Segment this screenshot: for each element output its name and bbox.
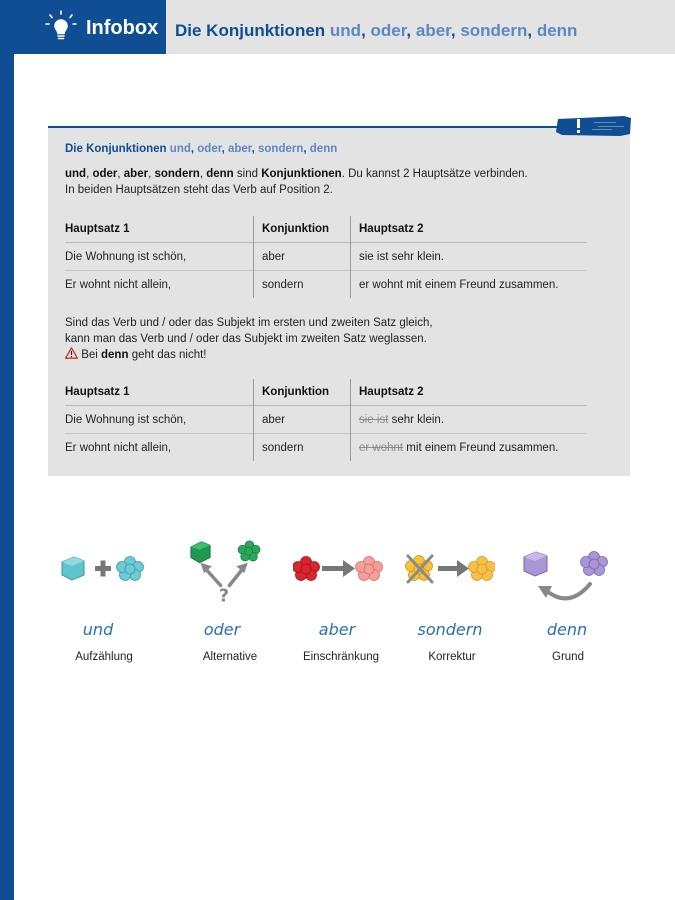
legend-word-sondern: sondern <box>417 620 483 639</box>
p-rest: sind <box>233 168 262 180</box>
warning-pre: Bei <box>78 349 102 361</box>
p-denn: denn <box>206 168 234 180</box>
ellipsis-paragraph <box>65 315 433 363</box>
title-conj-aber: aber <box>415 21 451 40</box>
cell-rest: mit einem Freund zusammen. <box>403 441 559 454</box>
exclamation-flag-icon <box>554 113 632 139</box>
ellipsis-line-2: kann man das Verb und / oder das Subjekt im zweiten Satz weglassen. <box>65 333 427 345</box>
legend-caption-grund: Grund <box>552 651 584 663</box>
title-sep: , <box>450 21 461 40</box>
box-sep: , <box>221 143 228 155</box>
table-header-row <box>65 216 587 243</box>
table-cell: er wohnt mit einem Freund zusammen. <box>351 271 588 299</box>
p-sep: , <box>117 168 124 180</box>
legend-caption-korrektur: Korrektur <box>428 651 476 663</box>
warning-bold: denn <box>101 349 129 361</box>
p-sep: , <box>199 168 207 180</box>
table-header: Hauptsatz 1 <box>65 386 130 398</box>
box-heading <box>65 143 337 155</box>
legend-caption-aufzaehlung: Aufzählung <box>75 651 133 663</box>
table-header: Konjunktion <box>254 379 351 406</box>
p-oder: oder <box>92 168 118 180</box>
box-sep: , <box>190 143 198 155</box>
lightbulb-icon <box>44 10 78 44</box>
legend-caption-alternative: Alternative <box>202 651 258 663</box>
crossed-flower-arrow-flower-icon <box>405 540 495 610</box>
box-conj-denn: denn <box>309 143 338 155</box>
svg-text:?: ? <box>218 586 230 607</box>
info-box-rule <box>48 126 568 128</box>
table-cell: sondern <box>254 434 351 462</box>
p-und: und <box>65 168 87 180</box>
title-conj-sondern: sondern <box>460 21 528 40</box>
table-cell: sondern <box>254 271 351 299</box>
cell-rest: sehr klein. <box>388 413 445 426</box>
table-cell: Er wohnt nicht allein, <box>65 271 254 299</box>
table-cell: Die Wohnung ist schön, <box>65 406 254 434</box>
flower-arrow-flower-icon <box>293 540 383 610</box>
box-conj-und: und <box>169 143 191 155</box>
cube-or-flower-icon <box>180 540 270 610</box>
box-conj-oder: oder <box>197 143 222 155</box>
intro-line-2: In beiden Hauptsätzen steht das Verb auf Position 2. <box>65 184 333 196</box>
box-sep: , <box>303 143 310 155</box>
table-cell <box>351 406 588 434</box>
struck-text: er wohnt <box>359 441 404 454</box>
table-cell: Er wohnt nicht allein, <box>65 434 254 462</box>
p-bold-konjunktionen: Konjunktionen <box>261 168 342 180</box>
table-cell: aber <box>254 243 351 271</box>
ellipsis-line-1: Sind das Verb und / oder das Subjekt im ersten und zweiten Satz gleich, <box>65 317 433 329</box>
legend-caption-einschraenkung: Einschränkung <box>302 651 380 663</box>
table-row <box>65 271 587 299</box>
warning-icon <box>65 347 78 359</box>
box-conj-aber: aber <box>227 143 252 155</box>
intro-line-1 <box>65 166 528 182</box>
title-sep: , <box>406 21 416 40</box>
p-sep: , <box>148 168 155 180</box>
title-sep: , <box>527 21 537 40</box>
box-heading-prefix: Die Konjunktionen <box>65 143 167 155</box>
table-row <box>65 434 587 462</box>
legend-word-oder: oder <box>203 620 241 639</box>
table-cell: aber <box>254 406 351 434</box>
infobox-label: Infobox <box>86 17 159 39</box>
table-cell: sie ist sehr klein. <box>351 243 588 271</box>
p-end: . Du kannst 2 Hauptsätze verbinden. <box>341 168 528 180</box>
p-aber: aber <box>123 168 149 180</box>
title-conj-oder: oder <box>370 21 407 40</box>
title-sep: , <box>361 21 371 40</box>
left-accent-bar <box>0 0 14 900</box>
legend-word-und: und <box>82 620 114 639</box>
table-header: Konjunktion <box>254 216 351 243</box>
table-row <box>65 243 587 271</box>
cube-curved-arrow-flower-icon <box>520 540 610 610</box>
title-conj-denn: denn <box>536 21 578 40</box>
table-cell: Die Wohnung ist schön, <box>65 243 254 271</box>
box-sep: , <box>251 143 259 155</box>
p-sep: , <box>86 168 93 180</box>
box-conj-sondern: sondern <box>258 143 304 155</box>
table-header: Hauptsatz 1 <box>65 223 130 235</box>
p-sondern: sondern <box>154 168 200 180</box>
legend-word-denn: denn <box>546 620 588 639</box>
grammar-table-1 <box>65 216 587 298</box>
page-title <box>175 21 577 41</box>
table-row <box>65 406 587 434</box>
struck-text: sie ist <box>359 413 389 426</box>
title-conj-und: und <box>329 21 362 40</box>
table-cell <box>351 434 588 462</box>
title-prefix: Die Konjunktionen <box>175 21 326 40</box>
table-header: Hauptsatz 2 <box>351 216 588 243</box>
legend-word-aber: aber <box>318 620 356 639</box>
grammar-table-2 <box>65 379 587 461</box>
cube-plus-flower-icon <box>58 540 148 610</box>
warning-line <box>65 347 433 363</box>
table-header: Hauptsatz 2 <box>351 379 588 406</box>
warning-post: geht das nicht! <box>128 349 207 361</box>
table-header-row <box>65 379 587 406</box>
intro-paragraph <box>65 166 528 198</box>
